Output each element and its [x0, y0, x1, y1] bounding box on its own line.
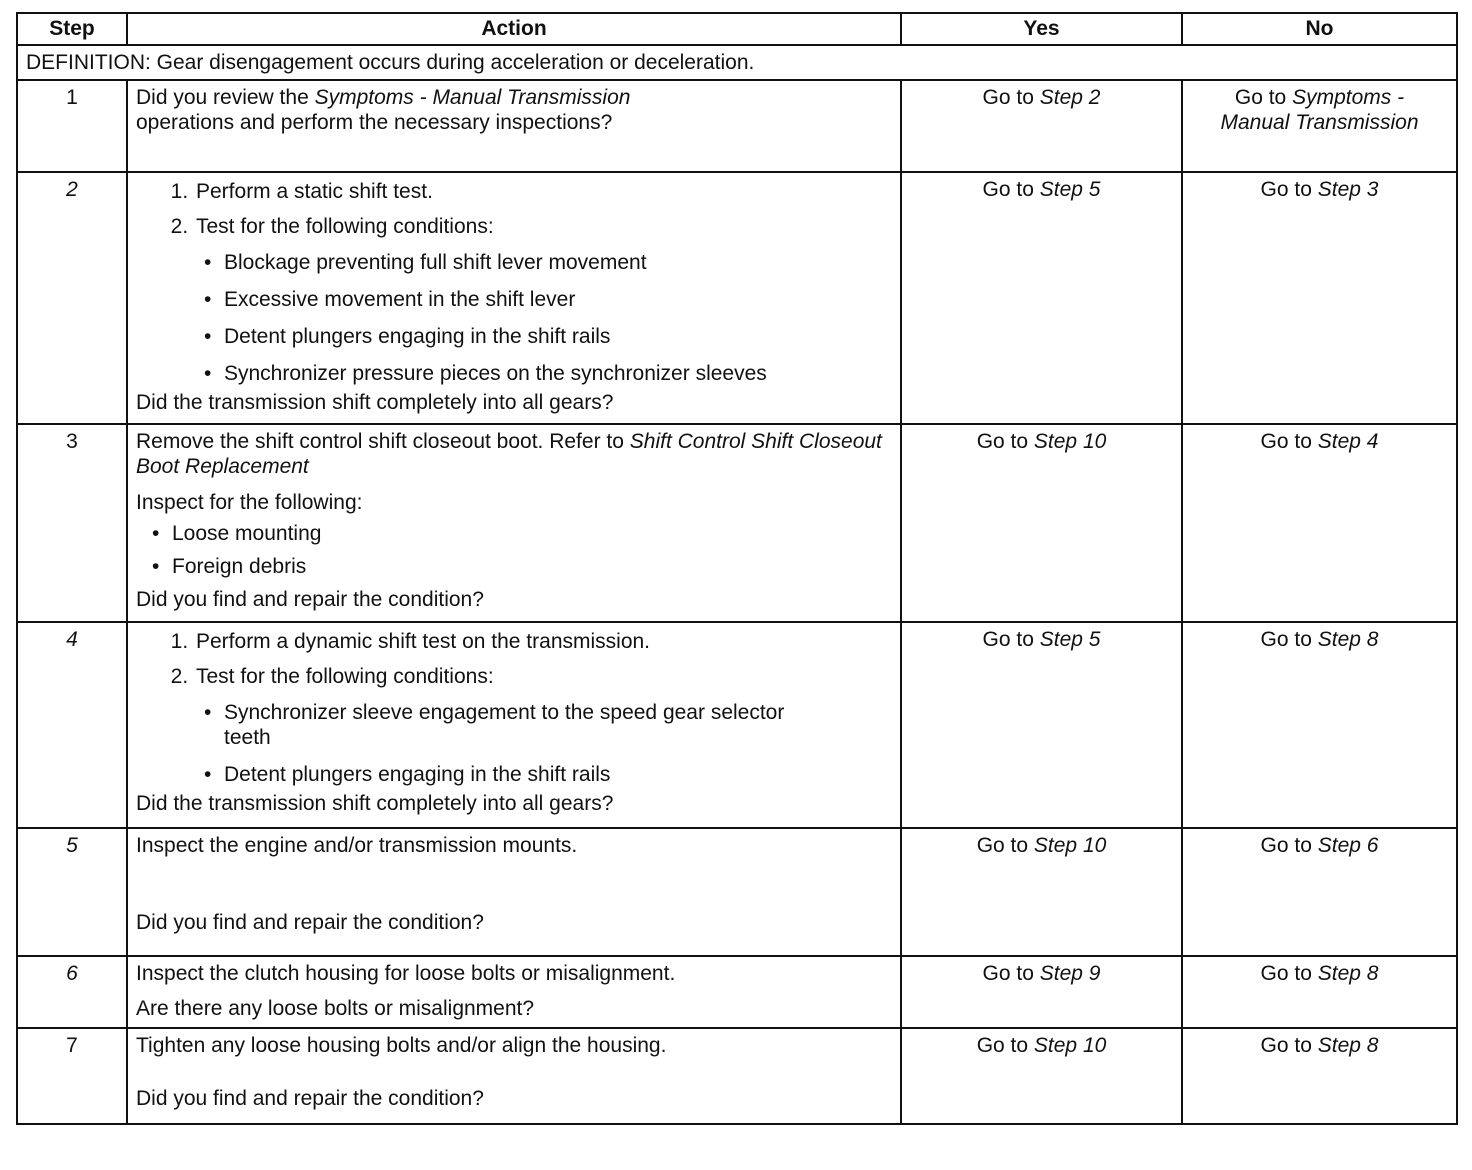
- action-cell: [127, 622, 901, 828]
- action-text: operations and perform the necessary inspections?: [136, 111, 613, 135]
- definition-row: [17, 45, 1457, 80]
- step-number: 3: [17, 424, 127, 622]
- go-to-label: Go to: [1260, 430, 1312, 454]
- yes-cell: [901, 424, 1182, 622]
- go-to-label: Go to: [1260, 1034, 1312, 1058]
- yes-step-ref: Step 10: [1033, 430, 1107, 454]
- step-number: 5: [17, 828, 127, 956]
- table-row: [17, 172, 1457, 424]
- no-ref-line1: Symptoms -: [1292, 86, 1405, 110]
- action-cell: [127, 828, 901, 956]
- action-text: Did you review the: [136, 86, 309, 110]
- reference-link: Symptoms - Manual Transmission: [314, 86, 631, 110]
- go-to-label: Go to: [982, 962, 1034, 986]
- step-number: 7: [17, 1028, 127, 1124]
- header-row: [17, 13, 1457, 45]
- yes-cell: [901, 828, 1182, 956]
- table-row: [17, 80, 1457, 172]
- definition-text: DEFINITION: Gear disengagement occurs during acceleration or deceleration.: [17, 45, 1457, 80]
- action-text: Remove the shift control shift closeout boot. Refer to: [136, 430, 624, 454]
- go-to-label: Go to: [982, 628, 1034, 652]
- no-step-ref: Step 8: [1317, 962, 1379, 986]
- action-question: Did you find and repair the condition?: [136, 588, 484, 612]
- spacer: [136, 986, 892, 996]
- no-ref-line2: Manual Transmission: [1220, 111, 1419, 135]
- go-to-label: Go to: [1260, 628, 1312, 652]
- action-cell: [127, 1028, 901, 1124]
- no-cell: [1182, 1028, 1457, 1124]
- yes-step-ref: Step 5: [1039, 628, 1101, 652]
- procedure-step: [194, 664, 892, 787]
- spacer: [136, 1058, 892, 1086]
- no-step-ref: Step 8: [1317, 628, 1379, 652]
- procedure-step: 1. Perform a static shift test.: [194, 179, 892, 204]
- table-row: [17, 622, 1457, 828]
- condition-item: • Detent plungers engaging in the shift rails: [202, 762, 892, 787]
- go-to-label: Go to: [1260, 834, 1312, 858]
- go-to-label: Go to: [976, 834, 1029, 858]
- action-question: Did you find and repair the condition?: [136, 911, 484, 935]
- condition-item: • Blockage preventing full shift lever movement: [202, 250, 892, 275]
- no-step-ref: Step 8: [1317, 1034, 1379, 1058]
- yes-step-ref: Step 10: [1033, 1034, 1107, 1058]
- step-number: 2: [17, 172, 127, 424]
- condition-item: • Synchronizer pressure pieces on the synchronizer sleeves: [202, 361, 892, 386]
- header-action: Action: [127, 13, 901, 45]
- condition-item: • Excessive movement in the shift lever: [202, 287, 892, 312]
- action-text: Tighten any loose housing bolts and/or align the housing.: [136, 1034, 667, 1058]
- condition-item: • Detent plungers engaging in the shift rails: [202, 324, 892, 349]
- go-to-label: Go to: [976, 1034, 1029, 1058]
- action-cell: [127, 424, 901, 622]
- diagnostic-table: [16, 12, 1458, 1125]
- condition-list: [196, 700, 892, 788]
- go-to-label: Go to: [982, 178, 1034, 202]
- go-to-label: Go to: [982, 86, 1034, 110]
- inspect-label: Inspect for the following:: [136, 490, 363, 514]
- yes-step-ref: Step 5: [1039, 178, 1101, 202]
- inspect-list: [136, 521, 892, 579]
- table-row: [17, 424, 1457, 622]
- go-to-label: Go to: [976, 430, 1029, 454]
- no-cell: [1182, 172, 1457, 424]
- reference-link: Shift Control Shift Closeout Boot Replacement: [136, 430, 882, 479]
- no-cell: [1182, 956, 1457, 1028]
- no-step-ref: Step 3: [1317, 178, 1379, 202]
- procedure-step: [194, 214, 892, 386]
- yes-cell: [901, 1028, 1182, 1124]
- header-yes: Yes: [901, 13, 1182, 45]
- condition-item: • Synchronizer sleeve engagement to the speed gear selector teeth: [202, 700, 824, 750]
- action-cell: [127, 80, 901, 172]
- no-cell: [1182, 828, 1457, 956]
- step-number: 1: [17, 80, 127, 172]
- action-question: Did you find and repair the condition?: [136, 1087, 484, 1111]
- inspect-item: • Loose mounting: [150, 521, 892, 546]
- header-step: Step: [17, 13, 127, 45]
- no-step-ref: Step 4: [1317, 430, 1379, 454]
- yes-step-ref: Step 2: [1039, 86, 1101, 110]
- action-text: Inspect the clutch housing for loose bolts or misalignment.: [136, 962, 676, 986]
- go-to-label: Go to: [1234, 86, 1287, 110]
- table-row: [17, 828, 1457, 956]
- yes-cell: [901, 172, 1182, 424]
- inspect-item: • Foreign debris: [150, 554, 892, 579]
- yes-step-ref: Step 9: [1039, 962, 1101, 986]
- header-no: No: [1182, 13, 1457, 45]
- no-cell: [1182, 622, 1457, 828]
- spacer: [136, 858, 892, 910]
- go-to-label: Go to: [1260, 178, 1312, 202]
- yes-cell: [901, 622, 1182, 828]
- no-cell: [1182, 424, 1457, 622]
- procedure-list: [136, 179, 892, 386]
- procedure-step: 1. Perform a dynamic shift test on the transmission.: [194, 629, 892, 654]
- yes-step-ref: Step 10: [1033, 834, 1107, 858]
- procedure-step-text: Test for the following conditions:: [196, 665, 494, 689]
- procedure-step-text: Test for the following conditions:: [196, 215, 494, 239]
- action-cell: [127, 956, 901, 1028]
- action-text: Inspect the engine and/or transmission mounts.: [136, 834, 578, 858]
- step-number: 6: [17, 956, 127, 1028]
- go-to-label: Go to: [1260, 962, 1312, 986]
- yes-cell: [901, 956, 1182, 1028]
- action-question: Did the transmission shift completely into all gears?: [136, 391, 614, 415]
- condition-list: [196, 250, 892, 387]
- table-row: [17, 956, 1457, 1028]
- action-question: Are there any loose bolts or misalignment?: [136, 997, 535, 1021]
- table-row: [17, 1028, 1457, 1124]
- no-step-ref: Step 6: [1317, 834, 1379, 858]
- procedure-list: [136, 629, 892, 787]
- action-cell: [127, 172, 901, 424]
- step-number: 4: [17, 622, 127, 828]
- no-cell: [1182, 80, 1457, 172]
- action-question: Did the transmission shift completely into all gears?: [136, 792, 614, 816]
- yes-cell: [901, 80, 1182, 172]
